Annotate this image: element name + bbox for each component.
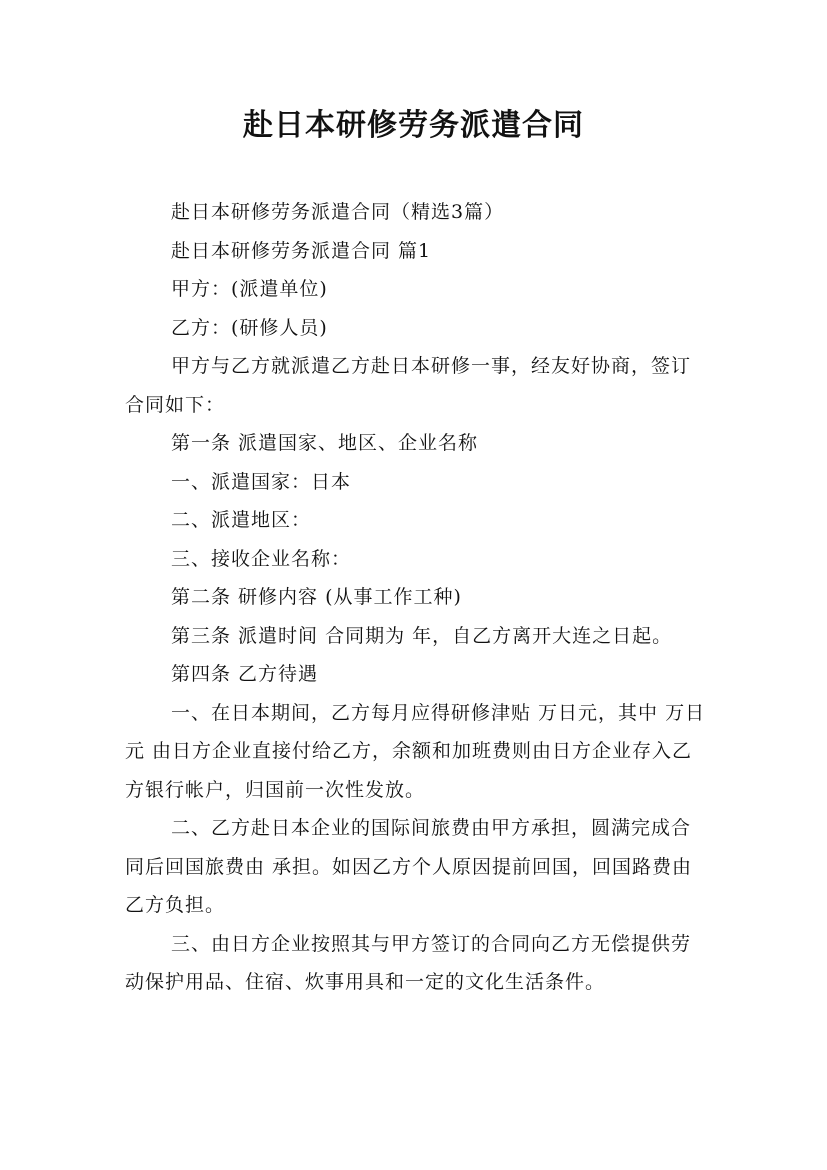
paragraph-subtitle: 赴日本研修劳务派遣合同（精选3篇） <box>171 201 505 223</box>
paragraph-article-1: 第一条 派遣国家、地区、企业名称 <box>171 432 479 454</box>
paragraph-travel: 二、乙方赴日本企业的国际间旅费由甲方承担，圆满完成合同后回国旅费由 承担。如因乙方个人原因提前回国，回国路费由乙方负担。 <box>125 817 693 916</box>
paragraph-article-3: 第三条 派遣时间 合同期为 年，自乙方离开大连之日起。 <box>171 624 673 647</box>
paragraph-article-2: 第二条 研修内容 (从事工作工种) <box>171 586 462 608</box>
paragraph-heading: 赴日本研修劳务派遣合同 篇1 <box>171 239 432 262</box>
paragraph-country: 一、派遣国家：日本 <box>171 470 352 493</box>
paragraph-region: 二、派遣地区： <box>171 509 312 531</box>
document-title: 赴日本研修劳务派遣合同 <box>243 108 584 143</box>
document-body <box>125 193 710 1002</box>
paragraph-party-b: 乙方：(研修人员) <box>171 316 328 339</box>
paragraph-intro: 甲方与乙方就派遣乙方赴日本研修一事，经友好协商，签订合同如下： <box>125 355 692 416</box>
paragraph-article-4: 第四条 乙方待遇 <box>171 663 319 685</box>
paragraph-allowance: 一、在日本期间，乙方每月应得研修津贴 万日元，其中 万日元 由日方企业直接付给乙方，余额和加班费则由日方企业存入乙方银行帐户，归国前一次性发放。 <box>125 701 706 801</box>
paragraph-party-a: 甲方：(派遣单位) <box>171 278 328 300</box>
paragraph-company: 三、接收企业名称： <box>171 547 352 570</box>
paragraph-provisions: 三、由日方企业按照其与甲方签订的合同向乙方无偿提供劳动保护用品、住宿、炊事用具和一定的文化生活条件。 <box>125 932 692 993</box>
